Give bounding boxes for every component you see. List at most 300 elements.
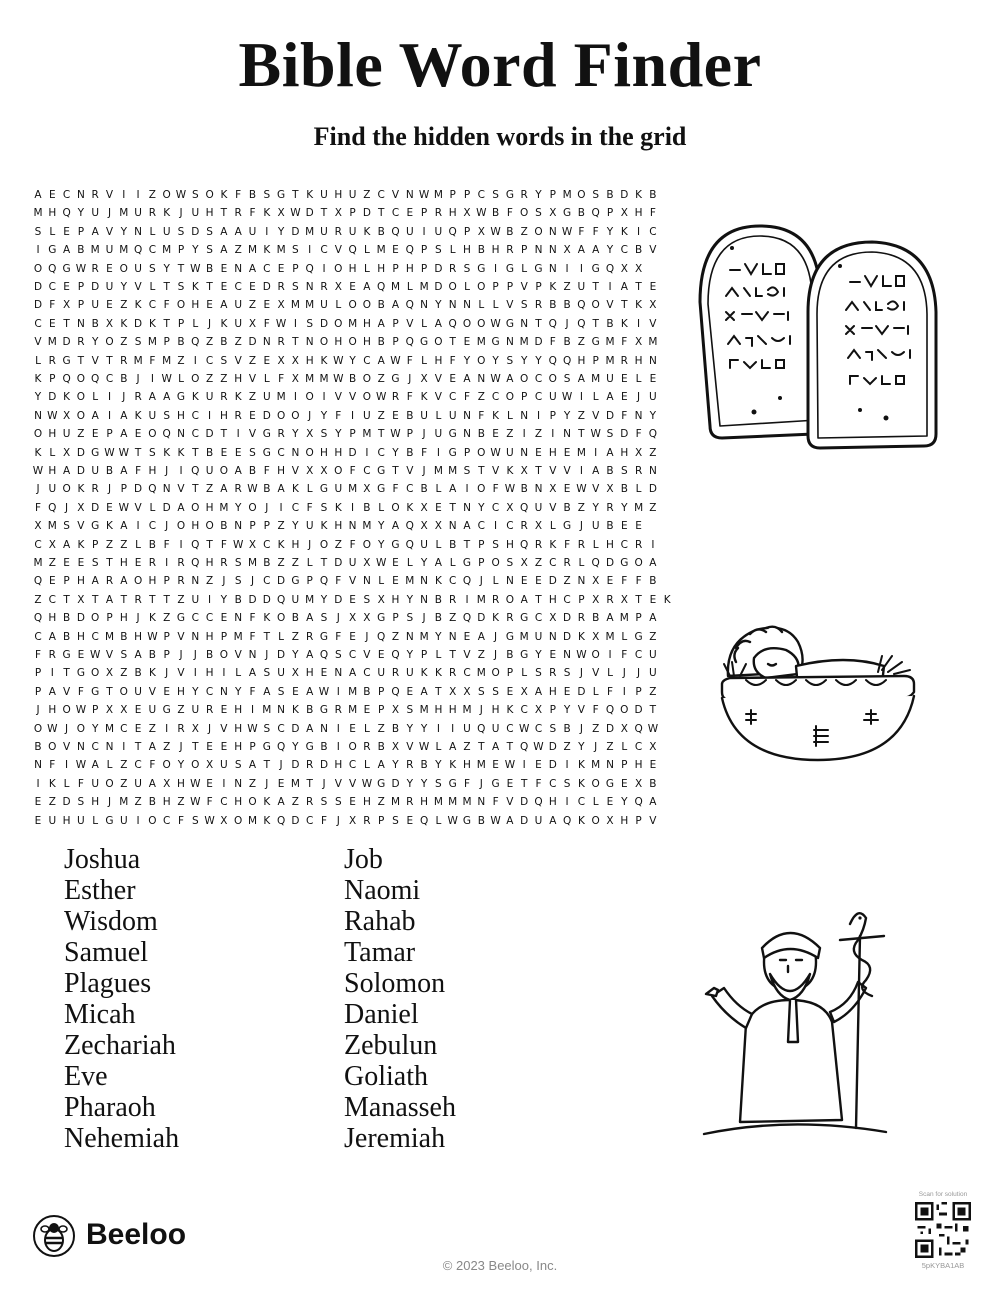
- grid-letter[interactable]: F: [149, 759, 156, 772]
- grid-letter[interactable]: U: [205, 391, 214, 404]
- grid-letter[interactable]: Y: [292, 649, 299, 661]
- grid-letter[interactable]: G: [91, 685, 100, 698]
- grid-letter[interactable]: O: [362, 373, 372, 385]
- grid-letter[interactable]: G: [91, 446, 100, 459]
- grid-letter[interactable]: I: [322, 391, 326, 404]
- grid-letter[interactable]: W: [247, 483, 258, 496]
- grid-letter[interactable]: Y: [163, 262, 170, 275]
- grid-letter[interactable]: K: [191, 281, 199, 293]
- grid-letter[interactable]: J: [422, 612, 426, 625]
- grid-letter[interactable]: Q: [62, 207, 71, 220]
- grid-letter[interactable]: P: [120, 483, 127, 496]
- grid-letter[interactable]: A: [520, 593, 528, 606]
- grid-letter[interactable]: Q: [319, 649, 329, 661]
- grid-letter[interactable]: C: [34, 630, 42, 643]
- grid-letter[interactable]: B: [491, 207, 500, 220]
- grid-letter[interactable]: Y: [621, 501, 628, 514]
- grid-letter[interactable]: W: [375, 557, 387, 569]
- grid-letter[interactable]: N: [234, 520, 243, 533]
- grid-letter[interactable]: Z: [163, 741, 171, 753]
- grid-letter[interactable]: X: [520, 685, 528, 698]
- grid-letter[interactable]: C: [191, 612, 199, 625]
- grid-letter[interactable]: N: [548, 244, 557, 257]
- grid-letter[interactable]: T: [63, 317, 70, 330]
- grid-letter[interactable]: X: [48, 538, 56, 551]
- grid-letter[interactable]: C: [120, 722, 128, 735]
- grid-letter[interactable]: P: [420, 244, 428, 257]
- grid-letter[interactable]: S: [535, 207, 542, 220]
- grid-letter[interactable]: M: [605, 354, 615, 367]
- grid-letter[interactable]: A: [248, 667, 257, 680]
- grid-letter[interactable]: J: [494, 630, 498, 643]
- grid-letter[interactable]: I: [551, 428, 555, 441]
- grid-letter[interactable]: H: [205, 207, 214, 220]
- grid-letter[interactable]: E: [535, 759, 542, 772]
- grid-letter[interactable]: Q: [577, 299, 586, 312]
- grid-letter[interactable]: B: [563, 336, 571, 349]
- grid-letter[interactable]: L: [592, 685, 599, 698]
- grid-letter[interactable]: E: [349, 630, 356, 643]
- grid-letter[interactable]: E: [220, 612, 228, 625]
- grid-letter[interactable]: P: [106, 612, 113, 625]
- grid-letter[interactable]: J: [179, 741, 183, 753]
- grid-letter[interactable]: P: [549, 409, 556, 422]
- grid-letter[interactable]: L: [192, 317, 199, 330]
- grid-letter[interactable]: W: [190, 777, 201, 790]
- grid-letter[interactable]: B: [205, 262, 214, 275]
- grid-letter[interactable]: M: [247, 557, 258, 569]
- grid-letter[interactable]: V: [91, 354, 99, 367]
- grid-letter[interactable]: A: [391, 299, 400, 312]
- grid-letter[interactable]: G: [634, 630, 643, 643]
- grid-letter[interactable]: B: [148, 649, 156, 661]
- grid-letter[interactable]: F: [263, 465, 270, 477]
- grid-letter[interactable]: H: [48, 612, 57, 625]
- grid-letter[interactable]: P: [420, 649, 428, 661]
- grid-letter[interactable]: U: [234, 299, 243, 312]
- grid-letter[interactable]: X: [549, 483, 557, 496]
- grid-letter[interactable]: E: [220, 741, 228, 753]
- grid-letter[interactable]: W: [204, 814, 215, 827]
- grid-letter[interactable]: M: [47, 336, 57, 349]
- grid-letter[interactable]: B: [434, 593, 442, 606]
- grid-letter[interactable]: Z: [220, 373, 228, 385]
- grid-letter[interactable]: B: [348, 373, 357, 385]
- grid-letter[interactable]: L: [421, 317, 428, 330]
- grid-letter[interactable]: U: [291, 593, 300, 606]
- grid-letter[interactable]: R: [634, 465, 643, 477]
- grid-letter[interactable]: B: [377, 225, 385, 238]
- grid-letter[interactable]: F: [163, 299, 170, 312]
- grid-letter[interactable]: P: [606, 207, 614, 220]
- grid-letter[interactable]: F: [492, 483, 499, 496]
- grid-letter[interactable]: T: [134, 446, 142, 459]
- grid-letter[interactable]: L: [435, 483, 442, 496]
- grid-letter[interactable]: U: [548, 391, 557, 404]
- grid-letter[interactable]: U: [463, 722, 471, 735]
- grid-letter[interactable]: D: [334, 557, 343, 569]
- grid-letter[interactable]: Z: [234, 244, 242, 257]
- grid-letter[interactable]: M: [348, 685, 358, 698]
- grid-letter[interactable]: H: [491, 704, 500, 717]
- grid-letter[interactable]: V: [649, 244, 657, 257]
- grid-letter[interactable]: N: [477, 373, 486, 385]
- grid-letter[interactable]: Q: [448, 225, 457, 238]
- grid-letter[interactable]: E: [563, 685, 571, 698]
- grid-letter[interactable]: D: [248, 336, 257, 349]
- grid-letter[interactable]: V: [134, 501, 142, 514]
- grid-letter[interactable]: Z: [177, 704, 185, 717]
- grid-letter[interactable]: F: [449, 354, 456, 367]
- grid-letter[interactable]: N: [563, 428, 572, 441]
- grid-letter[interactable]: Y: [520, 354, 528, 367]
- grid-letter[interactable]: T: [520, 777, 528, 790]
- grid-letter[interactable]: R: [534, 299, 543, 312]
- grid-letter[interactable]: D: [76, 612, 85, 625]
- grid-letter[interactable]: L: [363, 244, 370, 257]
- grid-letter[interactable]: K: [263, 612, 271, 625]
- grid-letter[interactable]: S: [149, 446, 156, 459]
- grid-letter[interactable]: X: [649, 299, 657, 312]
- grid-letter[interactable]: R: [434, 207, 443, 220]
- grid-letter[interactable]: U: [577, 281, 586, 293]
- grid-letter[interactable]: M: [462, 704, 472, 717]
- grid-letter[interactable]: I: [651, 538, 655, 551]
- grid-letter[interactable]: U: [262, 391, 271, 404]
- grid-letter[interactable]: A: [120, 520, 128, 533]
- grid-letter[interactable]: D: [76, 446, 85, 459]
- grid-letter[interactable]: I: [179, 538, 183, 551]
- grid-letter[interactable]: E: [134, 704, 142, 717]
- grid-letter[interactable]: D: [91, 501, 100, 514]
- grid-letter[interactable]: F: [564, 538, 571, 551]
- grid-letter[interactable]: H: [362, 336, 371, 349]
- grid-letter[interactable]: O: [119, 685, 128, 698]
- grid-letter[interactable]: I: [150, 373, 154, 385]
- grid-letter[interactable]: D: [520, 814, 529, 827]
- grid-letter[interactable]: H: [177, 409, 185, 422]
- grid-letter[interactable]: T: [77, 354, 85, 367]
- grid-letter[interactable]: Y: [292, 741, 299, 753]
- grid-letter[interactable]: Y: [91, 336, 99, 349]
- grid-letter[interactable]: I: [565, 262, 569, 275]
- grid-letter[interactable]: Q: [562, 814, 572, 827]
- grid-letter[interactable]: B: [220, 336, 228, 349]
- grid-letter[interactable]: Q: [148, 483, 157, 496]
- grid-letter[interactable]: O: [234, 814, 243, 827]
- grid-letter[interactable]: A: [105, 593, 114, 606]
- grid-letter[interactable]: D: [605, 557, 615, 569]
- grid-letter[interactable]: M: [405, 575, 415, 588]
- grid-letter[interactable]: X: [291, 373, 299, 385]
- grid-letter[interactable]: H: [162, 796, 171, 809]
- grid-letter[interactable]: G: [377, 483, 386, 496]
- grid-letter[interactable]: A: [434, 317, 442, 330]
- grid-letter[interactable]: H: [119, 557, 128, 569]
- grid-letter[interactable]: C: [91, 630, 99, 643]
- grid-letter[interactable]: K: [163, 446, 171, 459]
- grid-letter[interactable]: V: [434, 391, 442, 404]
- grid-letter[interactable]: D: [534, 336, 543, 349]
- grid-letter[interactable]: L: [449, 244, 456, 257]
- grid-letter[interactable]: Y: [535, 189, 542, 201]
- grid-letter[interactable]: F: [249, 630, 256, 643]
- grid-letter[interactable]: D: [277, 575, 286, 588]
- grid-letter[interactable]: U: [48, 483, 57, 496]
- grid-letter[interactable]: G: [391, 373, 400, 385]
- grid-letter[interactable]: L: [35, 354, 41, 367]
- grid-letter[interactable]: C: [520, 704, 528, 717]
- grid-letter[interactable]: N: [219, 685, 228, 698]
- grid-letter[interactable]: K: [263, 244, 271, 257]
- grid-letter[interactable]: M: [119, 207, 129, 220]
- grid-letter[interactable]: D: [134, 483, 143, 496]
- grid-letter[interactable]: O: [620, 704, 629, 717]
- grid-letter[interactable]: F: [592, 704, 599, 717]
- grid-letter[interactable]: B: [649, 575, 657, 588]
- grid-letter[interactable]: L: [592, 796, 599, 809]
- grid-letter[interactable]: C: [620, 538, 628, 551]
- grid-letter[interactable]: S: [406, 612, 414, 625]
- grid-letter[interactable]: K: [148, 612, 156, 625]
- grid-letter[interactable]: R: [91, 483, 99, 496]
- grid-letter[interactable]: L: [263, 373, 270, 385]
- grid-letter[interactable]: W: [561, 225, 573, 238]
- grid-letter[interactable]: J: [193, 649, 197, 661]
- grid-letter[interactable]: F: [335, 575, 342, 588]
- grid-letter[interactable]: B: [306, 704, 314, 717]
- grid-letter[interactable]: P: [506, 281, 514, 293]
- grid-letter[interactable]: G: [520, 649, 529, 661]
- grid-letter[interactable]: E: [406, 814, 414, 827]
- grid-letter[interactable]: D: [348, 446, 357, 459]
- grid-letter[interactable]: G: [534, 262, 543, 275]
- grid-letter[interactable]: A: [377, 759, 385, 772]
- grid-letter[interactable]: S: [320, 796, 328, 809]
- grid-letter[interactable]: Z: [377, 373, 385, 385]
- grid-letter[interactable]: K: [77, 538, 85, 551]
- grid-letter[interactable]: N: [262, 336, 271, 349]
- grid-letter[interactable]: P: [378, 814, 385, 827]
- grid-letter[interactable]: N: [34, 409, 42, 422]
- grid-letter[interactable]: F: [349, 465, 356, 477]
- grid-letter[interactable]: X: [277, 207, 285, 220]
- grid-letter[interactable]: P: [406, 428, 413, 441]
- grid-letter[interactable]: P: [34, 667, 42, 680]
- grid-letter[interactable]: W: [576, 483, 587, 496]
- grid-letter[interactable]: O: [462, 317, 472, 330]
- grid-letter[interactable]: E: [48, 575, 56, 588]
- grid-letter[interactable]: U: [134, 262, 142, 275]
- grid-letter[interactable]: X: [291, 354, 299, 367]
- grid-letter[interactable]: Z: [120, 336, 128, 349]
- grid-letter[interactable]: E: [63, 557, 70, 569]
- grid-letter[interactable]: A: [120, 428, 128, 441]
- grid-letter[interactable]: I: [565, 796, 569, 809]
- grid-letter[interactable]: F: [320, 814, 328, 827]
- grid-letter[interactable]: I: [265, 225, 269, 238]
- grid-letter[interactable]: A: [606, 446, 614, 459]
- grid-letter[interactable]: C: [491, 501, 500, 514]
- grid-letter[interactable]: X: [248, 317, 257, 330]
- grid-letter[interactable]: L: [478, 299, 485, 312]
- grid-letter[interactable]: Y: [578, 741, 585, 753]
- grid-letter[interactable]: O: [591, 814, 600, 827]
- grid-letter[interactable]: Z: [248, 391, 257, 404]
- grid-letter[interactable]: F: [135, 465, 142, 477]
- grid-letter[interactable]: G: [377, 777, 386, 790]
- grid-letter[interactable]: M: [262, 704, 272, 717]
- grid-letter[interactable]: D: [634, 704, 643, 717]
- grid-letter[interactable]: H: [62, 814, 71, 827]
- grid-letter[interactable]: K: [263, 207, 271, 220]
- grid-letter[interactable]: I: [165, 557, 169, 569]
- grid-letter[interactable]: E: [220, 262, 228, 275]
- grid-letter[interactable]: U: [434, 428, 443, 441]
- grid-letter[interactable]: O: [477, 446, 486, 459]
- grid-letter[interactable]: Y: [320, 593, 328, 606]
- grid-letter[interactable]: Q: [391, 685, 400, 698]
- grid-letter[interactable]: L: [363, 262, 370, 275]
- grid-letter[interactable]: Q: [462, 612, 472, 625]
- grid-letter[interactable]: E: [77, 649, 85, 661]
- grid-letter[interactable]: G: [520, 612, 529, 625]
- grid-letter[interactable]: O: [348, 299, 357, 312]
- grid-letter[interactable]: Z: [577, 409, 585, 422]
- grid-letter[interactable]: V: [177, 630, 185, 643]
- grid-letter[interactable]: Z: [391, 630, 400, 643]
- grid-letter[interactable]: Z: [563, 575, 571, 588]
- grid-letter[interactable]: J: [279, 759, 283, 772]
- grid-letter[interactable]: L: [63, 777, 70, 790]
- solution-qr-code-icon[interactable]: [915, 1202, 971, 1258]
- grid-letter[interactable]: S: [263, 189, 271, 201]
- grid-letter[interactable]: B: [263, 483, 271, 496]
- grid-letter[interactable]: D: [548, 741, 557, 753]
- grid-letter[interactable]: H: [434, 704, 443, 717]
- grid-letter[interactable]: H: [491, 244, 500, 257]
- grid-letter[interactable]: R: [406, 759, 414, 772]
- grid-letter[interactable]: O: [591, 299, 600, 312]
- grid-letter[interactable]: E: [620, 777, 628, 790]
- grid-letter[interactable]: C: [477, 520, 485, 533]
- grid-letter[interactable]: R: [577, 612, 586, 625]
- grid-letter[interactable]: X: [205, 759, 214, 772]
- grid-letter[interactable]: L: [435, 814, 442, 827]
- grid-letter[interactable]: U: [77, 814, 85, 827]
- grid-letter[interactable]: R: [606, 501, 614, 514]
- grid-letter[interactable]: I: [322, 262, 326, 275]
- grid-letter[interactable]: V: [492, 465, 500, 477]
- grid-letter[interactable]: M: [419, 281, 429, 293]
- grid-letter[interactable]: E: [263, 354, 271, 367]
- grid-letter[interactable]: R: [277, 281, 285, 293]
- grid-letter[interactable]: P: [392, 317, 399, 330]
- grid-letter[interactable]: W: [333, 354, 344, 367]
- grid-letter[interactable]: O: [491, 557, 500, 569]
- grid-letter[interactable]: I: [107, 391, 112, 404]
- grid-letter[interactable]: N: [34, 759, 42, 772]
- grid-letter[interactable]: N: [291, 446, 300, 459]
- grid-letter[interactable]: N: [563, 649, 572, 661]
- grid-letter[interactable]: Q: [634, 796, 643, 809]
- grid-letter[interactable]: X: [291, 667, 299, 680]
- grid-letter[interactable]: Y: [435, 299, 442, 312]
- grid-letter[interactable]: X: [334, 281, 342, 293]
- grid-letter[interactable]: O: [48, 741, 57, 753]
- grid-letter[interactable]: P: [578, 593, 585, 606]
- grid-letter[interactable]: U: [405, 225, 414, 238]
- grid-letter[interactable]: M: [319, 373, 329, 385]
- grid-letter[interactable]: S: [234, 557, 242, 569]
- grid-letter[interactable]: T: [449, 501, 456, 514]
- grid-letter[interactable]: N: [105, 741, 114, 753]
- grid-letter[interactable]: M: [605, 630, 615, 643]
- grid-letter[interactable]: T: [63, 667, 70, 680]
- grid-letter[interactable]: C: [634, 649, 643, 661]
- grid-letter[interactable]: G: [62, 262, 71, 275]
- grid-letter[interactable]: B: [406, 446, 414, 459]
- grid-letter[interactable]: N: [648, 465, 657, 477]
- grid-letter[interactable]: N: [234, 262, 243, 275]
- grid-letter[interactable]: Q: [634, 722, 643, 735]
- grid-letter[interactable]: X: [534, 520, 543, 533]
- grid-letter[interactable]: I: [451, 722, 455, 735]
- grid-letter[interactable]: I: [222, 667, 226, 680]
- grid-letter[interactable]: A: [420, 685, 428, 698]
- grid-letter[interactable]: W: [490, 373, 501, 385]
- grid-letter[interactable]: Q: [377, 630, 386, 643]
- grid-letter[interactable]: L: [135, 538, 142, 551]
- grid-letter[interactable]: P: [163, 575, 170, 588]
- grid-letter[interactable]: M: [104, 630, 115, 643]
- grid-letter[interactable]: F: [535, 777, 542, 790]
- grid-letter[interactable]: R: [534, 538, 543, 551]
- grid-letter[interactable]: L: [607, 667, 613, 680]
- grid-letter[interactable]: J: [494, 649, 498, 661]
- grid-letter[interactable]: W: [390, 354, 401, 367]
- grid-letter[interactable]: S: [334, 649, 342, 661]
- grid-letter[interactable]: F: [606, 685, 614, 698]
- grid-letter[interactable]: E: [535, 446, 542, 459]
- grid-letter[interactable]: A: [91, 759, 99, 772]
- grid-letter[interactable]: J: [479, 704, 483, 717]
- grid-letter[interactable]: X: [592, 630, 600, 643]
- grid-letter[interactable]: R: [105, 575, 114, 588]
- grid-letter[interactable]: Y: [478, 501, 485, 514]
- grid-letter[interactable]: E: [220, 446, 228, 459]
- grid-letter[interactable]: W: [175, 189, 187, 201]
- grid-letter[interactable]: Y: [606, 225, 614, 238]
- grid-letter[interactable]: S: [234, 575, 242, 588]
- grid-letter[interactable]: P: [177, 317, 185, 330]
- grid-letter[interactable]: C: [534, 612, 543, 625]
- grid-letter[interactable]: T: [320, 207, 328, 220]
- grid-letter[interactable]: S: [120, 649, 128, 661]
- grid-letter[interactable]: L: [378, 501, 385, 514]
- grid-letter[interactable]: Q: [477, 722, 486, 735]
- grid-letter[interactable]: X: [377, 593, 385, 606]
- grid-letter[interactable]: M: [219, 501, 229, 514]
- grid-letter[interactable]: F: [349, 538, 356, 551]
- grid-letter[interactable]: M: [433, 465, 443, 477]
- grid-letter[interactable]: D: [291, 814, 300, 827]
- grid-letter[interactable]: P: [378, 685, 385, 698]
- grid-letter[interactable]: S: [334, 796, 342, 809]
- grid-letter[interactable]: O: [334, 465, 343, 477]
- grid-letter[interactable]: U: [334, 483, 343, 496]
- grid-letter[interactable]: S: [206, 225, 213, 238]
